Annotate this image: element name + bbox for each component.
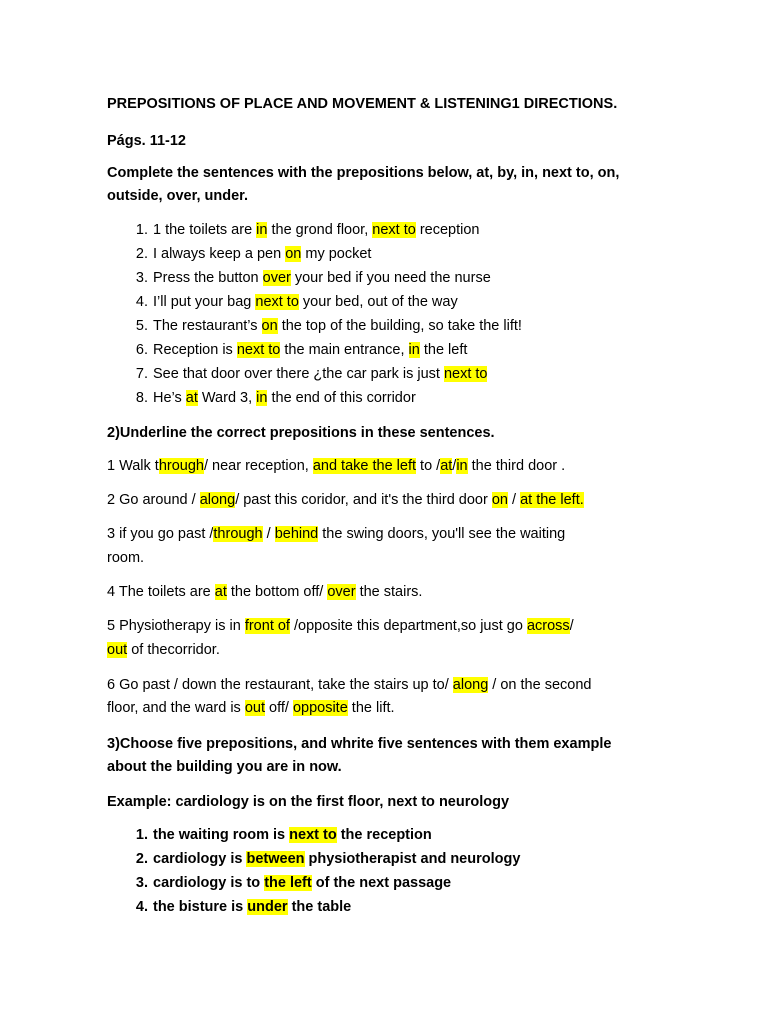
highlighted-preposition: over bbox=[327, 584, 356, 600]
highlighted-preposition: on bbox=[261, 318, 278, 334]
list-number: 3. bbox=[135, 270, 148, 286]
sentence-text: / bbox=[507, 492, 521, 508]
list-number: 3. bbox=[135, 875, 148, 891]
highlighted-preposition: in bbox=[456, 458, 468, 474]
highlighted-preposition: over bbox=[262, 270, 291, 286]
exercise2-instruction: 2)Underline the correct prepositions in these sentences. bbox=[107, 425, 495, 441]
sentence-text: /opposite this department,so just go bbox=[289, 618, 527, 634]
sentence-text: the table bbox=[287, 899, 352, 915]
highlighted-preposition: hrough bbox=[158, 458, 204, 474]
list-number: 4. bbox=[135, 899, 148, 915]
sentence-text: The restaurant’s bbox=[153, 318, 262, 334]
sentence-text: the third door . bbox=[467, 458, 566, 474]
list-number: 5. bbox=[135, 318, 148, 334]
page-reference: Págs. 11-12 bbox=[107, 133, 186, 149]
sentence-text: of the next passage bbox=[311, 875, 452, 891]
highlighted-preposition: next to bbox=[236, 342, 281, 358]
sentence-text: Reception is bbox=[153, 342, 237, 358]
sentence-text: the left bbox=[419, 342, 468, 358]
sentence-text: the grond floor, bbox=[267, 222, 373, 238]
sentence-line bbox=[107, 640, 220, 660]
highlighted-preposition: on bbox=[491, 492, 508, 508]
highlighted-preposition: next to bbox=[372, 222, 416, 238]
list-number: 2. bbox=[135, 851, 148, 867]
list-item bbox=[153, 364, 487, 384]
sentence-text: 4 The toilets are bbox=[107, 584, 215, 600]
highlighted-preposition: at bbox=[440, 458, 453, 474]
sentence-text: He’s bbox=[153, 390, 186, 406]
highlighted-preposition: across bbox=[526, 618, 570, 634]
highlighted-preposition: next to bbox=[443, 366, 488, 382]
sentence-line bbox=[107, 456, 565, 476]
list-number: 7. bbox=[135, 366, 148, 382]
sentence-text: 2 Go around / bbox=[107, 492, 200, 508]
sentence-text: the bottom off/ bbox=[226, 584, 328, 600]
list-number: 8. bbox=[135, 390, 148, 406]
highlighted-preposition: and take the left bbox=[312, 458, 417, 474]
exercise1-instruction-line2: outside, over, under. bbox=[107, 188, 249, 204]
highlighted-preposition: next to bbox=[255, 294, 299, 310]
sentence-text: 1 the toilets are bbox=[153, 222, 257, 238]
highlighted-preposition: opposite bbox=[292, 700, 348, 716]
highlighted-preposition: out bbox=[107, 642, 128, 658]
highlighted-preposition: along bbox=[452, 677, 489, 693]
sentence-text: of thecorridor. bbox=[127, 642, 220, 658]
highlighted-preposition: in bbox=[408, 342, 420, 358]
highlighted-preposition: next to bbox=[289, 827, 337, 843]
sentence-text: / bbox=[262, 526, 275, 542]
sentence-text: / near reception, bbox=[204, 458, 313, 474]
sentence-text: the stairs. bbox=[355, 584, 423, 600]
sentence-text: the lift. bbox=[347, 700, 395, 716]
list-item bbox=[153, 340, 467, 360]
sentence-text: reception bbox=[415, 222, 480, 238]
sentence-text: / bbox=[569, 618, 574, 634]
sentence-text: floor, and the ward is bbox=[107, 700, 245, 716]
exercise1-instruction-line1: Complete the sentences with the prepositions below, at, by, in, next to, on, bbox=[107, 165, 620, 181]
highlighted-preposition: at bbox=[185, 390, 198, 406]
sentence-line bbox=[107, 490, 584, 510]
sentence-text: room. bbox=[107, 550, 145, 566]
list-item bbox=[153, 292, 458, 312]
exercise3-example: Example: cardiology is on the first floor, next to neurology bbox=[107, 794, 510, 810]
sentence-text: the end of this corridor bbox=[267, 390, 416, 406]
sentence-text: your bed if you need the nurse bbox=[290, 270, 491, 286]
highlighted-preposition: along bbox=[199, 492, 236, 508]
sentence-text: / on the second bbox=[488, 677, 592, 693]
sentence-text: your bed, out of the way bbox=[298, 294, 458, 310]
sentence-line bbox=[107, 698, 395, 718]
sentence-text: off/ bbox=[265, 700, 293, 716]
list-number: 2. bbox=[135, 246, 148, 262]
list-item bbox=[153, 825, 432, 845]
sentence-text: Press the button bbox=[153, 270, 263, 286]
list-number: 4. bbox=[135, 294, 148, 310]
exercise3-instruction-line1: 3)Choose five prepositions, and whrite five sentences with them example bbox=[107, 736, 612, 752]
list-number: 6. bbox=[135, 342, 148, 358]
list-item bbox=[153, 388, 416, 408]
list-item bbox=[153, 220, 479, 240]
sentence-text: I always keep a pen bbox=[153, 246, 286, 262]
sentence-text: Ward 3, bbox=[197, 390, 257, 406]
sentence-text: physiotherapist and neurology bbox=[304, 851, 521, 867]
document-title: PREPOSITIONS OF PLACE AND MOVEMENT & LISTENING1 DIRECTIONS. bbox=[107, 96, 618, 112]
sentence-text: See that door over there ¿the car park is just bbox=[153, 366, 444, 382]
highlighted-preposition: the left bbox=[264, 875, 312, 891]
highlighted-preposition: front of bbox=[244, 618, 290, 634]
highlighted-preposition: at the left. bbox=[520, 492, 584, 508]
list-item bbox=[153, 316, 522, 336]
sentence-text: the main entrance, bbox=[280, 342, 409, 358]
sentence-text: 6 Go past / down the restaurant, take the stairs up to/ bbox=[107, 677, 453, 693]
sentence-text: 1 Walk t bbox=[107, 458, 159, 474]
sentence-text: to / bbox=[416, 458, 441, 474]
sentence-text: I’ll put your bag bbox=[153, 294, 256, 310]
list-item bbox=[153, 897, 351, 917]
sentence-line bbox=[107, 582, 422, 602]
sentence-line bbox=[107, 548, 144, 568]
sentence-text: the waiting room is bbox=[153, 827, 290, 843]
sentence-text: / past this coridor, and it's the third door bbox=[235, 492, 492, 508]
list-item bbox=[153, 268, 491, 288]
sentence-text: cardiology is bbox=[153, 851, 247, 867]
sentence-line bbox=[107, 675, 591, 695]
highlighted-preposition: through bbox=[213, 526, 263, 542]
sentence-text: / bbox=[452, 458, 457, 474]
highlighted-preposition: under bbox=[247, 899, 288, 915]
sentence-line bbox=[107, 524, 565, 544]
highlighted-preposition: out bbox=[244, 700, 265, 716]
highlighted-preposition: on bbox=[285, 246, 302, 262]
list-item bbox=[153, 849, 520, 869]
list-item bbox=[153, 244, 371, 264]
sentence-text: the bisture is bbox=[153, 899, 248, 915]
sentence-text: 3 if you go past / bbox=[107, 526, 214, 542]
list-number: 1. bbox=[135, 827, 148, 843]
highlighted-preposition: behind bbox=[274, 526, 319, 542]
sentence-text: the reception bbox=[336, 827, 432, 843]
exercise3-instruction-line2: about the building you are in now. bbox=[107, 759, 342, 775]
highlighted-preposition: in bbox=[256, 390, 268, 406]
highlighted-preposition: at bbox=[214, 584, 227, 600]
sentence-text: my pocket bbox=[301, 246, 372, 262]
sentence-text: the swing doors, you'll see the waiting bbox=[318, 526, 566, 542]
sentence-text: 5 Physiotherapy is in bbox=[107, 618, 245, 634]
list-number: 1. bbox=[135, 222, 148, 238]
sentence-text: cardiology is to bbox=[153, 875, 265, 891]
highlighted-preposition: between bbox=[246, 851, 305, 867]
sentence-line bbox=[107, 616, 574, 636]
highlighted-preposition: in bbox=[256, 222, 268, 238]
sentence-text: the top of the building, so take the lift! bbox=[277, 318, 522, 334]
list-item bbox=[153, 873, 451, 893]
